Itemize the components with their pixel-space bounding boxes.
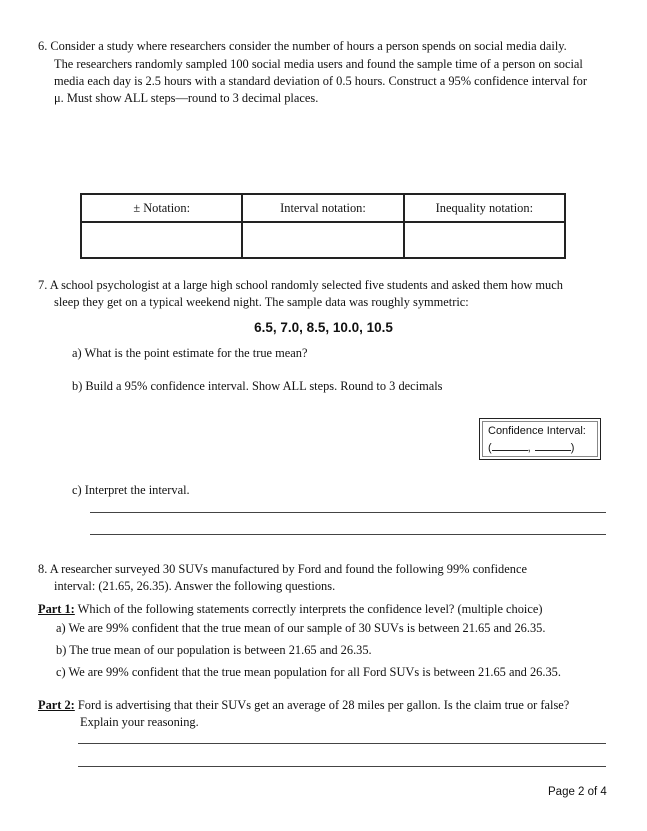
interval-notation-answer-cell[interactable] bbox=[242, 222, 403, 258]
page-number: Page 2 of 4 bbox=[548, 786, 607, 798]
pm-notation-header: ± Notation: bbox=[81, 194, 242, 222]
ci-close-paren: ) bbox=[570, 442, 575, 454]
q6-line-2: The researchers randomly sampled 100 social media users and found the sample time of a person on social bbox=[54, 57, 583, 71]
ci-lower-blank[interactable] bbox=[492, 441, 528, 451]
choice-c[interactable]: c) We are 99% confident that the true mean population for all Ford SUVs is between 21.65 and 26.35. bbox=[56, 665, 561, 679]
confidence-interval-box bbox=[479, 418, 601, 460]
q7c-answer-line-1[interactable] bbox=[90, 512, 606, 513]
q8-part2-line-2: Explain your reasoning. bbox=[80, 715, 199, 729]
q8-line-1: 8. A researcher surveyed 30 SUVs manufactured by Ford and found the following 99% confidence bbox=[38, 562, 527, 576]
q7-line-1: 7. A school psychologist at a large high school randomly selected five students and asked them how much bbox=[38, 278, 563, 292]
q8-part2-prompt bbox=[38, 697, 569, 714]
ci-upper-blank[interactable] bbox=[535, 441, 571, 451]
q7c-answer-line-2[interactable] bbox=[90, 534, 606, 535]
part1-text: Which of the following statements correctly interprets the confidence level? (multiple choice) bbox=[74, 602, 543, 616]
part2-text: Ford is advertising that their SUVs get an average of 28 miles per gallon. Is the claim true or false? bbox=[74, 698, 570, 712]
q8-answer-line-2[interactable] bbox=[78, 766, 606, 767]
part2-label: Part 2: bbox=[38, 698, 75, 712]
q7-line-2: sleep they get on a typical weekend night. The sample data was roughly symmetric: bbox=[54, 295, 469, 309]
confidence-interval-blanks[interactable] bbox=[488, 440, 574, 457]
q6-line-3: media each day is 2.5 hours with a standard deviation of 0.5 hours. Construct a 95% confidence interval for bbox=[54, 74, 587, 88]
q6-line-4: μ. Must show ALL steps—round to 3 decimal places. bbox=[54, 91, 319, 105]
choice-a[interactable]: a) We are 99% confident that the true mean of our sample of 30 SUVs is between 21.65 and 26.35. bbox=[56, 621, 546, 635]
q7-part-b: b) Build a 95% confidence interval. Show ALL steps. Round to 3 decimals bbox=[72, 379, 443, 393]
notation-table bbox=[80, 193, 566, 259]
pm-notation-answer-cell[interactable] bbox=[81, 222, 242, 258]
q6-line-1: 6. Consider a study where researchers consider the number of hours a person spends on social media daily. bbox=[38, 39, 567, 53]
ci-open-paren: ( bbox=[488, 442, 492, 454]
inequality-notation-answer-cell[interactable] bbox=[404, 222, 565, 258]
ci-comma: , bbox=[527, 442, 531, 454]
q8-answer-line-1[interactable] bbox=[78, 743, 606, 744]
q7-sample-data: 6.5, 7.0, 8.5, 10.0, 10.5 bbox=[254, 320, 393, 335]
q7-part-a: a) What is the point estimate for the true mean? bbox=[72, 346, 308, 360]
confidence-interval-label: Confidence Interval: bbox=[488, 425, 586, 437]
q7-part-c: c) Interpret the interval. bbox=[72, 483, 190, 497]
q8-line-2: interval: (21.65, 26.35). Answer the following questions. bbox=[54, 579, 336, 593]
interval-notation-header: Interval notation: bbox=[242, 194, 403, 222]
q8-part1-prompt bbox=[38, 601, 543, 618]
part1-label: Part 1: bbox=[38, 602, 75, 616]
inequality-notation-header: Inequality notation: bbox=[404, 194, 565, 222]
choice-b[interactable]: b) The true mean of our population is between 21.65 and 26.35. bbox=[56, 643, 372, 657]
